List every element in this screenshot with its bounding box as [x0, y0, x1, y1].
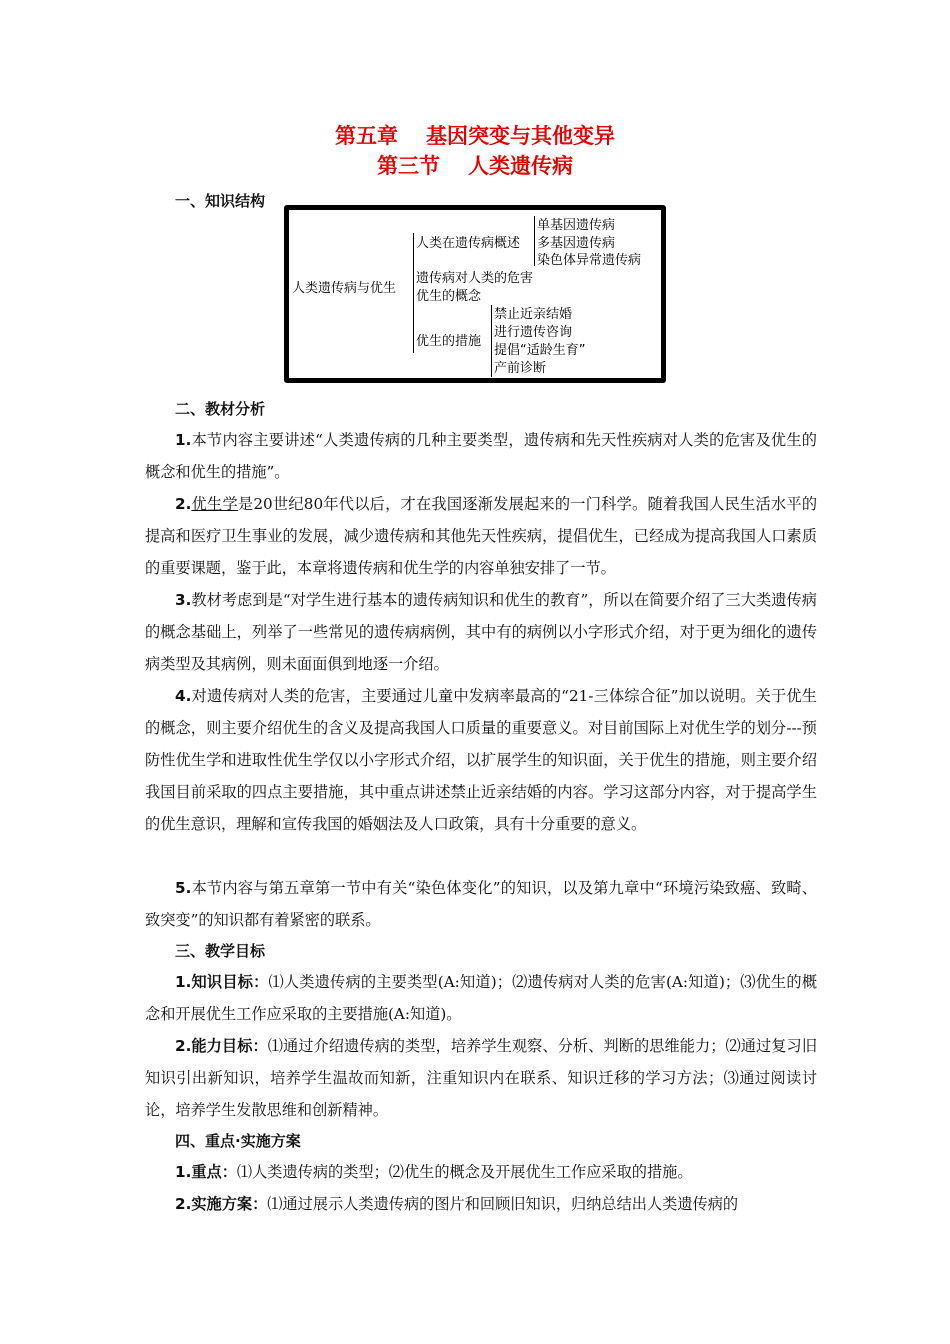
chapter-title — [0, 120, 950, 150]
diagram-measure-item-4: 产前诊断 — [494, 361, 547, 376]
analysis-number-5: 5. — [175, 879, 192, 897]
heading-focus-plan: 四、重点·实施方案 — [175, 1132, 301, 1150]
goal-text-2: ⑴通过介绍遗传病的类型，培养学生观察、分析、判断的思维能力；⑵通过复习旧知识引出新知识，培养学生温故而知新，注重知识内在联系、知识迁移的学习方法；⑶通过阅读讨论，培养学生发散思维和创新精神。 — [145, 1037, 818, 1119]
focus-paragraph-1 — [145, 1156, 817, 1188]
goal-number-1: 1. — [175, 973, 192, 991]
analysis-paragraph-5 — [145, 872, 817, 936]
diagram-root: 人类遗传病与优生 — [292, 281, 397, 296]
analysis-paragraph-4 — [145, 680, 817, 840]
goal-lead-1: 知识目标： — [191, 973, 269, 991]
diagram-measure-item-2: 进行遗传咨询 — [494, 325, 573, 340]
heading-textbook-analysis: 二、教材分析 — [175, 400, 266, 418]
section-title — [0, 150, 950, 180]
diagram-harm: 遗传病对人类的危害 — [416, 271, 534, 286]
section-topic: 人类遗传病 — [468, 154, 573, 178]
goal-lead-2: 能力目标： — [191, 1037, 268, 1055]
goal-paragraph-2 — [145, 1030, 817, 1126]
analysis-paragraph-1 — [145, 424, 817, 488]
focus-number-1: 1. — [175, 1163, 192, 1181]
analysis-paragraph-3 — [145, 584, 817, 680]
chapter-number: 第五章 — [335, 124, 398, 148]
diagram-overview: 人类在遗传病概述 — [416, 236, 521, 251]
heading-teaching-goals: 三、教学目标 — [175, 942, 266, 960]
section-number: 第三节 — [377, 154, 440, 178]
analysis-number-4: 4. — [175, 687, 192, 705]
focus-number-2: 2. — [175, 1195, 192, 1213]
heading-knowledge-structure: 一、知识结构 — [175, 192, 266, 210]
diagram-overview-item-3: 染色体异常遗传病 — [537, 253, 642, 268]
analysis-term-eugenics: 优生学 — [191, 495, 238, 513]
diagram-overview-item-2: 多基因遗传病 — [537, 236, 616, 251]
analysis-paragraph-2 — [145, 488, 817, 584]
analysis-text-3: 教材考虑到是“对学生进行基本的遗传病知识和优生的教育”，所以在简要介绍了三大类遗传病的概念基础上，列举了一些常见的遗传病病例，其中有的病例以小字形式介绍，对于更为细化的遗传病类型及其病例，则未面面俱到地逐一介绍。 — [145, 591, 817, 673]
diagram-brace-measures — [491, 305, 492, 377]
diagram-measure-item-3: 提倡“适龄生育” — [494, 343, 586, 358]
analysis-text-4: 对遗传病对人类的危害，主要通过儿童中发病率最高的“21-三体综合征”加以说明。关于优生的概念，则主要介绍优生的含义及提高我国人口质量的重要意义。对目前国际上对优生学的划分---预防性优生学和进取性优生学仅以小字形式介绍，以扩展学生的知识面，关于优生的措施，则主要介绍我国目前采取的四点主要措施，其中重点讲述禁止近亲结婚的内容。学习这部分内容，对于提高学生的优生意识，理解和宣传我国的婚姻法及人口政策，具有十分重要的意义。 — [145, 687, 817, 833]
analysis-number-2: 2. — [175, 495, 192, 513]
analysis-text-2: 是20世纪80年代以后，才在我国逐渐发展起来的一门科学。随着我国人民生活水平的提高和医疗卫生事业的发展，减少遗传病和其他先天性疾病，提倡优生，已经成为提高我国人口素质的重要课题，鉴于此，本章将遗传病和优生学的内容单独安排了一节。 — [145, 495, 818, 577]
focus-text-2: ⑴通过展示人类遗传病的图片和回顾旧知识，归纳总结出人类遗传病的 — [267, 1195, 739, 1213]
focus-lead-1: 重点： — [191, 1163, 237, 1181]
analysis-text-5: 本节内容与第五章第一节中有关“染色体变化”的知识，以及第九章中“环境污染致癌、致畸、致突变”的知识都有着紧密的联系。 — [145, 879, 817, 929]
goal-number-2: 2. — [175, 1037, 192, 1055]
diagram-canvas — [289, 210, 661, 378]
analysis-number-3: 3. — [175, 591, 192, 609]
diagram-brace-root — [413, 233, 414, 353]
diagram-overview-item-1: 单基因遗传病 — [537, 218, 616, 233]
diagram-concept: 优生的概念 — [416, 289, 482, 304]
analysis-text-1: 本节内容主要讲述“人类遗传病的几种主要类型，遗传病和先天性疾病对人类的危害及优生的概念和优生的措施”。 — [145, 431, 817, 481]
diagram-brace-overview — [534, 216, 535, 266]
analysis-number-1: 1. — [175, 431, 192, 449]
focus-paragraph-2 — [145, 1188, 817, 1220]
focus-lead-2: 实施方案： — [191, 1195, 268, 1213]
knowledge-structure-diagram — [284, 205, 666, 383]
diagram-measure-item-1: 禁止近亲结婚 — [494, 307, 573, 322]
chapter-topic: 基因突变与其他变异 — [426, 124, 615, 148]
diagram-measures: 优生的措施 — [416, 334, 482, 349]
goal-text-1: ⑴人类遗传病的主要类型(A:知道)；⑵遗传病对人类的危害(A:知道)；⑶优生的概念和开展优生工作应采取的主要措施(A:知道)。 — [145, 973, 818, 1023]
focus-text-1: ⑴人类遗传病的类型；⑵优生的概念及开展优生工作应采取的措施。 — [236, 1163, 693, 1181]
goal-paragraph-1 — [145, 966, 817, 1030]
